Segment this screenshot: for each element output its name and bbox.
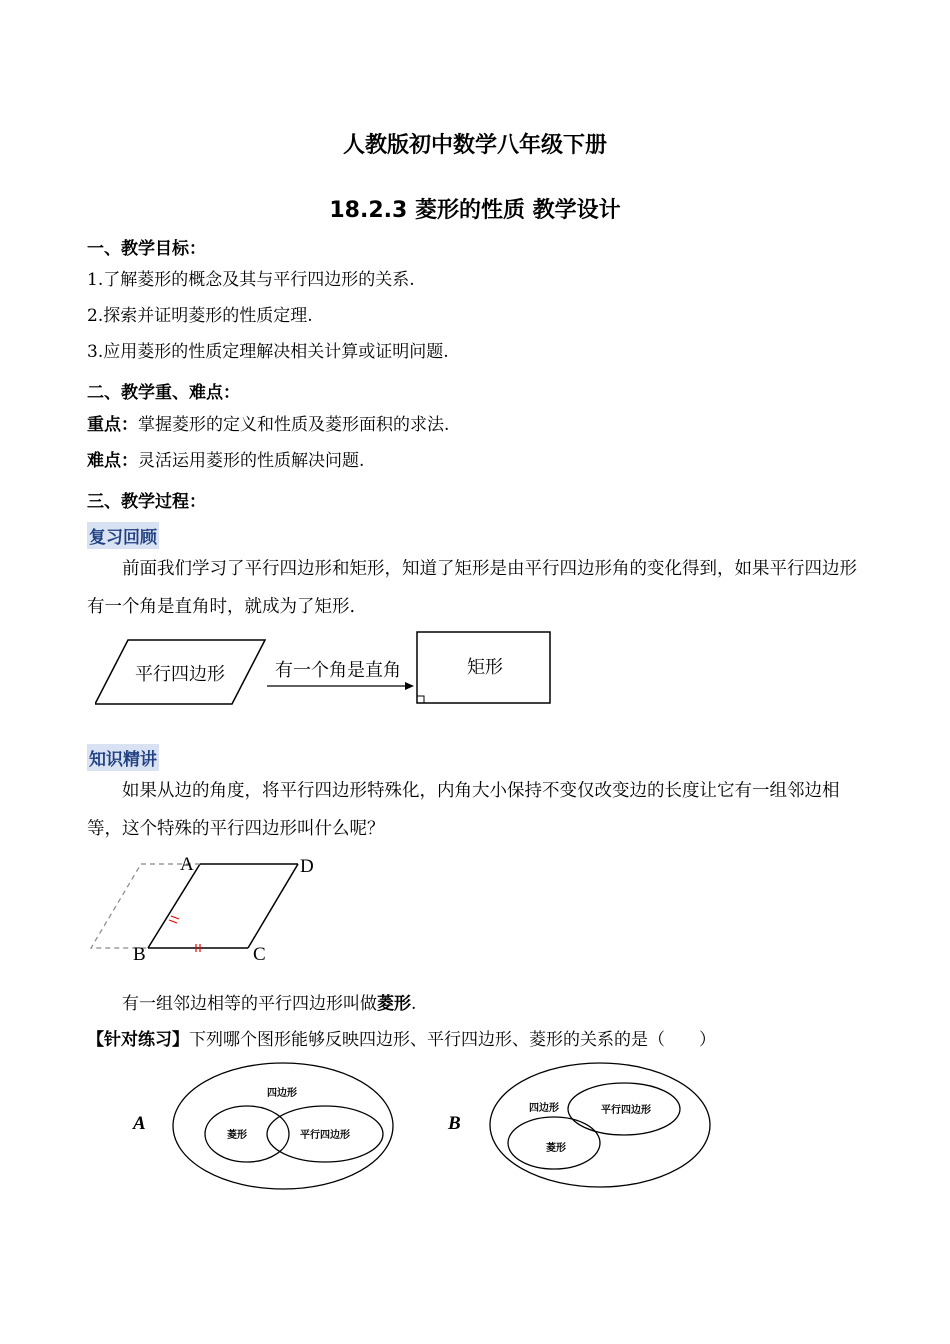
key-point-line xyxy=(87,415,449,435)
option-a-left-label: 菱形 xyxy=(227,1130,247,1141)
definition-suffix: . xyxy=(411,994,417,1014)
review-tag: 复习回顾 xyxy=(87,522,159,549)
vertex-c: C xyxy=(253,944,266,964)
equal-mark-ab-2 xyxy=(171,916,179,919)
parallelogram-to-rectangle-diagram xyxy=(95,628,560,710)
key-point-label: 重点： xyxy=(87,415,138,435)
review-paragraph: 前面我们学习了平行四边形和矩形，知道了矩形是由平行四边形角的变化得到，如果平行四边形有一个角是直角时，就成为了矩形. xyxy=(87,559,857,617)
equal-mark-ab-1 xyxy=(169,920,177,923)
difficult-point-label: 难点： xyxy=(87,451,138,471)
definition-term: 菱形 xyxy=(377,994,411,1014)
keypoints-heading: 二、教学重、难点： xyxy=(87,383,240,403)
knowledge-paragraph: 如果从边的角度，将平行四边形特殊化，内角大小保持不变仅改变边的长度让它有一组邻边相等，这个特殊的平行四边形叫什么呢？ xyxy=(87,781,840,839)
exercise-line xyxy=(87,1030,716,1050)
option-b-diagram[interactable] xyxy=(440,1062,720,1197)
option-a-diagram[interactable] xyxy=(125,1062,445,1197)
flow-arrowhead xyxy=(405,682,414,690)
option-b-bottom-label: 菱形 xyxy=(546,1143,566,1154)
option-a-letter: A xyxy=(133,1113,146,1134)
exercise-label: 【针对练习】 xyxy=(87,1030,189,1050)
option-b-outer-ellipse xyxy=(490,1063,710,1187)
option-b-outer-label: 四边形 xyxy=(529,1103,559,1114)
vertex-b: B xyxy=(133,944,146,964)
rhombus-figure xyxy=(88,852,328,964)
option-b-letter: B xyxy=(448,1113,461,1134)
definition-line xyxy=(122,994,416,1014)
option-a-outer-label: 四边形 xyxy=(267,1088,297,1099)
knowledge-tag: 知识精讲 xyxy=(87,744,159,771)
lesson-title: 18.2.3 菱形的性质 教学设计 xyxy=(329,198,621,223)
definition-prefix: 有一组邻边相等的平行四边形叫做 xyxy=(122,994,377,1014)
difficult-point-line xyxy=(87,451,364,471)
original-parallelogram-dashed xyxy=(91,864,200,948)
process-heading: 三、教学过程： xyxy=(87,492,206,512)
option-a-left-ellipse xyxy=(205,1106,289,1162)
vertex-a: A xyxy=(180,854,194,875)
objective-item-2: 2.探索并证明菱形的性质定理. xyxy=(87,306,313,326)
key-point-text: 掌握菱形的定义和性质及菱形面积的求法. xyxy=(138,415,450,435)
exercise-text: 下列哪个图形能够反映四边形、平行四边形、菱形的关系的是（ ） xyxy=(189,1030,716,1050)
objective-item-1: 1.了解菱形的概念及其与平行四边形的关系. xyxy=(87,270,415,290)
document-title: 人教版初中数学八年级下册 xyxy=(342,133,607,158)
option-b-top-label: 平行四边形 xyxy=(601,1105,651,1116)
flow-arrow-label: 有一个角是直角 xyxy=(275,660,401,681)
right-angle-mark xyxy=(417,696,424,703)
objective-item-3: 3.应用菱形的性质定理解决相关计算或证明问题. xyxy=(87,342,449,362)
flow-from-label: 平行四边形 xyxy=(135,664,225,685)
option-a-right-label: 平行四边形 xyxy=(300,1130,350,1141)
flow-to-label: 矩形 xyxy=(467,657,503,678)
side-dc xyxy=(248,864,298,948)
difficult-point-text: 灵活运用菱形的性质解决问题. xyxy=(138,451,365,471)
side-ab xyxy=(148,864,200,948)
objectives-heading: 一、教学目标： xyxy=(87,239,206,259)
vertex-d: D xyxy=(300,856,314,877)
